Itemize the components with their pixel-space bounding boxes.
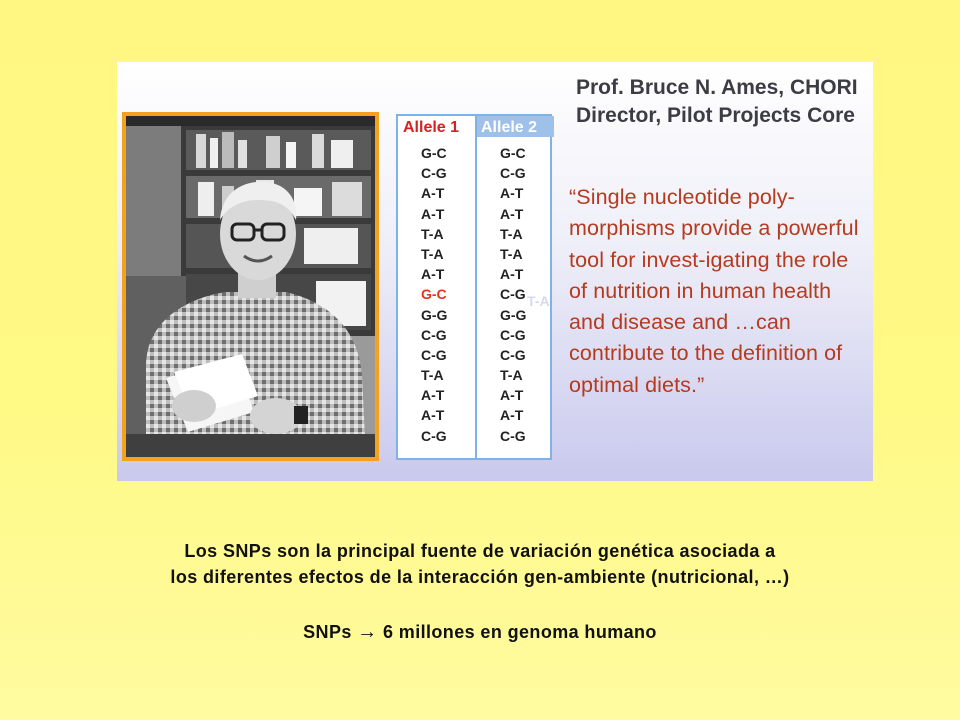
- allele-1-pair: C-G: [421, 346, 447, 363]
- figure-title: Prof. Bruce N. Ames, CHORI Director, Pilot Projects Core: [576, 76, 858, 127]
- caption-line-2: los diferentes efectos de la interacción gen-ambiente (nutricional, …): [170, 567, 790, 587]
- allele-1-pair: A-T: [421, 387, 445, 404]
- allele-comparison-table: [396, 114, 552, 460]
- portrait-photo: [122, 112, 379, 461]
- allele-2-pair: G-C: [500, 145, 526, 161]
- snp-count-text: 6 millones en genoma humano: [382, 622, 657, 642]
- allele-2-pair: C-G: [500, 427, 526, 444]
- allele-2-pair: A-T: [500, 205, 524, 222]
- allele-1-pair: G-G: [421, 306, 448, 323]
- ames-figure: [117, 62, 873, 481]
- allele-1-pair: A-T: [421, 266, 445, 283]
- allele-2-column: [477, 116, 554, 458]
- allele-1-column: [398, 116, 477, 458]
- allele-2-pair: T-A: [500, 367, 523, 384]
- snp-count-statement: [0, 622, 960, 643]
- allele-2-pair: A-T: [500, 185, 524, 202]
- allele-1-header: Allele 1: [403, 119, 460, 136]
- allele-1-pair: A-T: [421, 185, 445, 202]
- allele-2-pair: C-G: [500, 326, 526, 343]
- allele-1-pair: T-A: [421, 225, 444, 242]
- right-arrow-icon: →: [357, 621, 378, 643]
- allele-2-pair: T-A: [500, 245, 523, 262]
- allele-1-pair: A-T: [421, 205, 445, 222]
- caption: [0, 538, 960, 590]
- allele-1-pair: T-A: [421, 367, 444, 384]
- allele-2-pair: T-A: [500, 225, 523, 242]
- allele-1-pair: C-G: [421, 427, 447, 444]
- allele-2-pair: A-T: [500, 407, 524, 424]
- allele-2-pair: A-T: [500, 266, 524, 283]
- allele-1-pair: G-C: [421, 145, 447, 161]
- allele-2-pair: G-G: [500, 306, 527, 323]
- allele-2-pair: C-G: [500, 165, 526, 182]
- faded-pair-label: T-A: [527, 293, 550, 309]
- allele-1-pair: G-C: [421, 286, 447, 303]
- allele-1-pair: A-T: [421, 407, 445, 424]
- allele-2-pair: A-T: [500, 387, 524, 404]
- snp-count-prefix: SNPs: [303, 622, 352, 642]
- allele-1-pair: C-G: [421, 165, 447, 182]
- allele-1-pair: C-G: [421, 326, 447, 343]
- caption-line-1: Los SNPs son la principal fuente de variación genética asociada a: [184, 541, 776, 561]
- portrait-image: [126, 116, 375, 457]
- allele-2-pair: C-G: [500, 346, 526, 363]
- allele-2-header: Allele 2: [477, 116, 554, 137]
- allele-1-pair: T-A: [421, 245, 444, 262]
- allele-1-pairs: [398, 143, 475, 446]
- figure-quote: “Single nucleotide poly-morphisms provide a powerful tool for invest-igating the role of nutrition in human health and disease and …can contribute to the definition of optimal diets.”: [569, 185, 859, 397]
- allele-2-pair: C-G: [500, 286, 526, 303]
